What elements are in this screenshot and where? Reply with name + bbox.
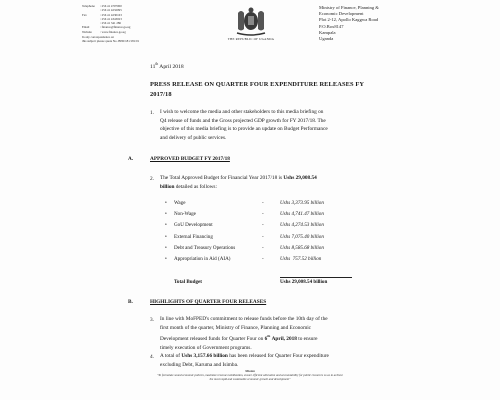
budget-item-label: GoU Development	[174, 222, 213, 229]
address-line: Plot 2-12, Apollo Kaggwa Road	[319, 17, 379, 23]
bullet-icon: •	[165, 244, 167, 251]
budget-item-value: Ushs 757.52 billion	[280, 256, 322, 262]
contact-label: Website	[82, 29, 92, 34]
budget-total-label: Total Budget	[174, 279, 202, 285]
budget-item-label: Wage	[174, 200, 186, 206]
section-title-approved-budget: APPROVED BUDGET FY 2017/18	[150, 156, 230, 162]
contact-value: : www.finance.go.ug	[100, 29, 126, 34]
contact-value: : 256 41 341 286	[100, 21, 121, 26]
budget-total-value: Ushs 29,008.54 billion	[280, 279, 328, 285]
bullet-icon: •	[165, 200, 167, 206]
contact-value: : 256 41 4707000	[100, 4, 122, 8]
bullet-icon: •	[165, 222, 167, 229]
republic-label: THE REPUBLIC OF UGANDA	[227, 37, 275, 41]
budget-item-value: Ushs 4,741.47 billion	[280, 211, 324, 218]
paragraph-2: The Total Approved Budget for Financial Year 2017/18 is Ushs 29,008.54 billion detailed as follows:	[160, 175, 317, 190]
bullet-icon: •	[165, 233, 167, 240]
budget-item-dash: -	[262, 233, 264, 240]
total-rule-divider	[280, 277, 352, 278]
letterhead-contacts	[82, 4, 139, 43]
contact-label: Telephone	[82, 4, 95, 8]
budget-item-value: Ushs 4,274.53 billion	[280, 222, 324, 229]
paragraph-4: A total of Ushs 3,157.66 billion has been released for Quarter Four expenditure excluding Debt, Karuma and Isimba.	[160, 353, 329, 368]
contact-value: : 256 41 4232095	[100, 8, 122, 13]
paragraph-number: 1.	[150, 110, 154, 116]
letterhead-address	[319, 5, 379, 42]
contact-value: : 256 41 4343023	[100, 16, 122, 21]
contact-label: Fax	[82, 12, 87, 17]
contact-value: : finance@finance.go.ug	[100, 25, 131, 30]
bullet-icon: •	[165, 211, 167, 218]
budget-item-dash: -	[262, 211, 264, 218]
budget-item-dash: -	[262, 222, 264, 229]
budget-item-label: External Financing	[174, 233, 213, 240]
budget-item-label: Non-Wage	[174, 211, 196, 218]
budget-item-dash: -	[262, 200, 264, 206]
address-line: Kampala	[319, 29, 336, 35]
bullet-icon: •	[165, 256, 167, 262]
address-line: Ministry of Finance, Planning &	[319, 5, 379, 10]
budget-item-dash: -	[262, 256, 264, 262]
paragraph-number: 4.	[150, 354, 154, 360]
budget-item-label: Appropriation in Aid (AIA)	[174, 256, 231, 262]
coat-of-arms-icon	[232, 5, 270, 37]
paragraph-number: 2.	[150, 176, 154, 182]
paragraph-number: 3.	[150, 317, 154, 323]
paragraph-3: In line with MoFPED's commitment to release funds before the 10th day of the first month of the quarter, Ministry of Finance, Planning and Economic Development released funds for Quarter Four on 6th April, 2018 to ensure timely execution of Government programs.	[160, 316, 328, 351]
paragraph-1: I wish to welcome the media and other stakeholders to this media briefing on Q4 release of funds and the Gross projected GDP growth for FY 2017/18. The objective of this media briefing is to provide an update on Budget Performance and delivery of public services.	[160, 109, 328, 141]
section-letter: A.	[128, 156, 134, 162]
address-line: Uganda	[319, 36, 334, 42]
budget-item-label: Debt and Treasury Operations	[174, 244, 236, 251]
contact-value: : 256 41 4230163	[100, 12, 122, 17]
budget-item-dash: -	[262, 244, 264, 251]
section-title-q4-highlights: HIGHLIGHTS OF QUARTER FOUR RELEASES	[150, 299, 267, 305]
mission-footer: Mission "To formulate sound economic policies, maximize revenue mobilization, ensure efficient allocation and accountability for public resources so as to achieve the most rapid and sustainable economic growth and development"	[157, 369, 343, 381]
budget-item-value: Ushs 3,373.95 billion	[280, 200, 324, 206]
section-letter: B.	[128, 299, 133, 305]
contact-label: Email	[82, 25, 90, 30]
budget-item-value: Ushs 8,585.68 billion	[280, 244, 324, 251]
press-release-title: PRESS RELEASE ON QUARTER FOUR EXPENDITURE RELEASES FY 2017/18	[150, 81, 364, 98]
contact-row	[82, 30, 139, 34]
reference-line: this subject please quote No. BPD/181/181/01	[82, 38, 140, 43]
release-date: 11th April 2018	[150, 62, 184, 70]
address-line: Economic Development	[319, 11, 364, 17]
budget-item-value: Ushs 7,075.40 billion	[280, 233, 324, 240]
address-line: P.O.Box8147	[319, 23, 344, 29]
reference-note: In any correspondence on	[82, 34, 114, 39]
